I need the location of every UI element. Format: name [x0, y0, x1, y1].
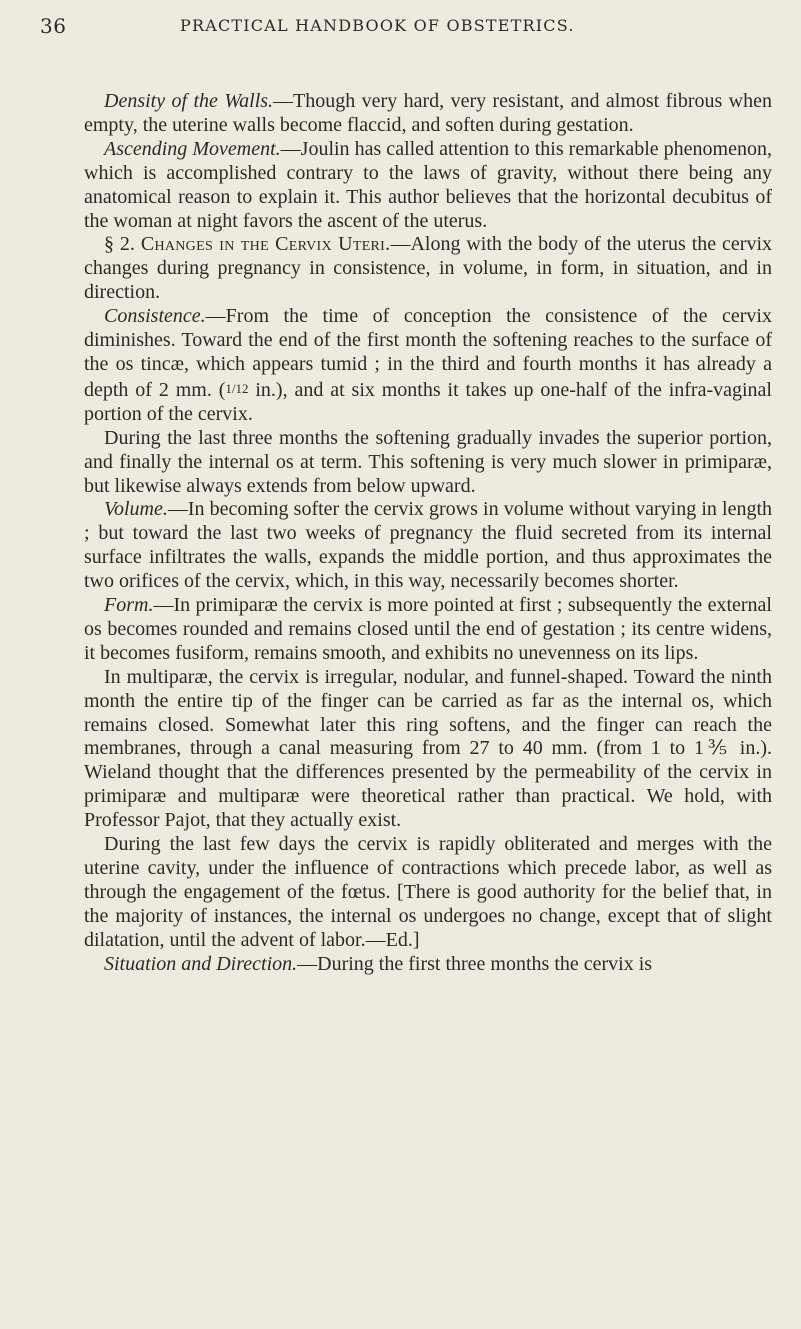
paragraph-text: From the time of conception the consistence of the cervix diminishes. Toward the end of the first month the softening reaches to the surface of the os tincæ, which appears tumid ; in the third and fourth months it has already a depth of 2 mm. ( — [84, 305, 772, 401]
paragraph-last-days — [84, 833, 772, 953]
paragraph-text: In primiparæ the cervix is more pointed at first ; subsequently the external os becomes rounded and remains closed until the end of gestation ; its centre widens, it becomes fusiform, remains smooth, and exhibits no unevenness on its lips. — [84, 594, 772, 664]
paragraph-text: Along with the body of the uterus the cervix changes during pregnancy in consistence, in volume, in form, in situation, and in direction. — [84, 233, 773, 304]
paragraph-text: Joulin has called attention to this remarkable phenomenon, which is accomplished contrary to the laws of gravity, without there being any anatomical reason to explain it. This author believes that the horizontal decubitus of the woman at night favors the ascent of the uterus. — [84, 137, 772, 232]
paragraph-text: In multiparæ, the cervix is irregular, nodular, and funnel-shaped. Toward the ninth month the entire tip of the finger can be carried as far as the internal os, which remains closed. Somewhat later this ring softens, and the finger can reach the membranes, through a canal measuring from 27 to 40 mm. (from 1 to 1⅗ in.). Wieland thought that the differences presented by the permeability of the cervix in primiparæ and multiparæ were theoretical rather than practical. We hold, with Professor Pajot, that they actually exist. — [84, 665, 772, 832]
body-text — [84, 90, 772, 977]
paragraph-density: Density of the Walls.—Though very hard, very resistant, and almost fibrous when empty, the uterine walls become flaccid, and soften during gestation. — [84, 90, 772, 136]
paragraph-text: in.), and at six months it takes up one-half of the infra-vaginal portion of the cervix. — [84, 378, 772, 425]
paragraph-situation: Situation and Direction.—During the first three months the cervix is — [104, 952, 653, 975]
page-header — [0, 0, 801, 40]
paragraph-text: During the last few days the cervix is rapidly obliterated and merges with the uterine cavity, under the influence of contractions which precede labor, as well as through the engagement of the fœtus. [There is good authority for the belief that, in the majority of instances, the internal os undergoes no change, except that of slight dilatation, until the advent of labor.—Ed.] — [84, 833, 772, 951]
paragraph-text: During the last three months the softening gradually invades the superior portion, and finally the internal os at term. This softening is very much slower in primiparæ, but likewise always extends from below upward. — [84, 426, 772, 497]
paragraph-section-2: § 2. Changes in the Cervix Uteri.—Along with the body of the uterus the cervix changes during pregnancy in consistence, in volume, in form, in situation, and in direction. — [84, 233, 773, 304]
paragraph-ascending-movement: Ascending Movement.—Joulin has called attention to this remarkable phenomenon, which is accomplished contrary to the laws of gravity, without there being any anatomical reason to explain it. This author believes that the horizontal decubitus of the woman at night favors the ascent of the uterus. — [84, 137, 772, 232]
paragraph-title: Form. — [104, 594, 154, 617]
paragraph-title: Situation and Direction. — [104, 952, 298, 975]
paragraph-title: Consistence. — [104, 305, 206, 328]
paragraph-softening — [84, 427, 772, 499]
paragraph-text: Though very hard, very resistant, and almost fibrous when empty, the uterine walls become flaccid, and soften during gestation. — [84, 90, 772, 136]
fraction: 1/12 — [225, 380, 249, 396]
page-number: 36 — [40, 14, 67, 38]
section-number: § 2. — [104, 233, 135, 256]
paragraph-text: During the first three months the cervix is — [317, 952, 653, 975]
paragraph-volume: Volume.—In becoming softer the cervix grows in volume without varying in length ; but toward the last two weeks of pregnancy the fluid secreted from its internal surface infiltrates the walls, expands the middle portion, and thus approximates the two orifices of the cervix, which, in this way, necessarily becomes shorter. — [84, 498, 772, 593]
paragraph-title: Density of the Walls. — [104, 90, 274, 112]
running-head: PRACTICAL HANDBOOK OF OBSTETRICS. — [180, 16, 575, 35]
section-title: Changes in the Cervix Uteri. — [140, 233, 391, 256]
paragraph-multiparae — [84, 666, 772, 833]
paragraph-title: Ascending Movement. — [104, 137, 281, 160]
paragraph-text: In becoming softer the cervix grows in volume without varying in length ; but toward the last two weeks of pregnancy the fluid secreted from its internal surface infiltrates the walls, expands the middle portion, and thus approximates the two orifices of the cervix, which, in this way, necessarily becomes shorter. — [84, 498, 772, 593]
paragraph-form: Form.—In primiparæ the cervix is more pointed at first ; subsequently the external os becomes rounded and remains closed until the end of gestation ; its centre widens, it becomes fusiform, remains smooth, and exhibits no unevenness on its lips. — [84, 594, 772, 664]
paragraph-consistence: Consistence.—From the time of conception the consistence of the cervix diminishes. Toward the end of the first month the softening reaches to the surface of the os tincæ, which appears tumid ; in the third and fourth months it has already a depth of 2 mm. (1/12 in.), and at six months it takes up one-half of the infra-vaginal portion of the cervix. — [84, 305, 772, 425]
paragraph-title: Volume. — [104, 498, 168, 521]
